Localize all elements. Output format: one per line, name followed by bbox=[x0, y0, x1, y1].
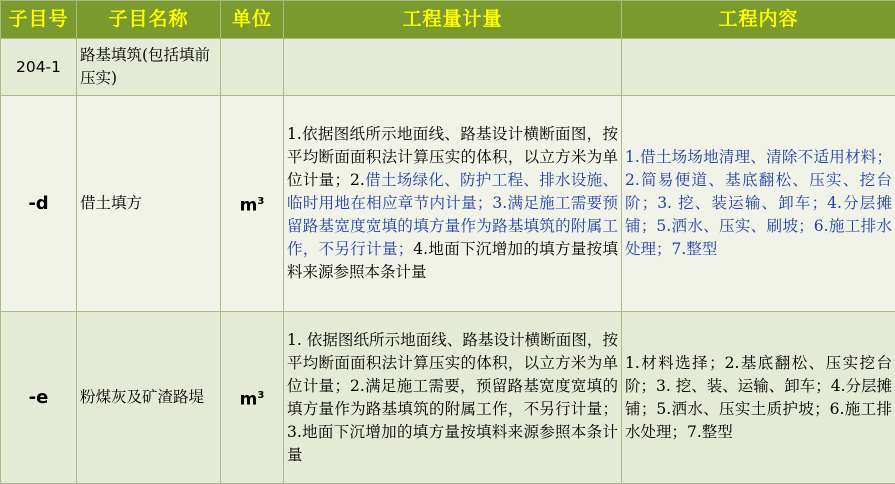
work-content-cell bbox=[622, 96, 895, 312]
measurement-text: 4.地面下沉增加的填方量按填料来源参照本条计量 bbox=[287, 240, 618, 281]
work-content-cell bbox=[622, 312, 895, 484]
measurement-cell bbox=[284, 312, 622, 484]
unit-superscript: 3 bbox=[257, 390, 264, 401]
measurement-cell bbox=[284, 39, 622, 96]
item-code: 204-1 bbox=[1, 39, 77, 96]
unit-text: m bbox=[240, 389, 258, 409]
header-work-content: 工程内容 bbox=[622, 1, 895, 39]
unit-superscript: 3 bbox=[257, 196, 264, 207]
unit-cell bbox=[221, 312, 284, 484]
header-unit: 单位 bbox=[221, 1, 284, 39]
measurement-text: 1.依据图纸所示地面线、路基设计横断面图，按平均断面面积法计算压实的体积，以立方米为单位计量；2. bbox=[287, 125, 618, 189]
table-row bbox=[1, 39, 895, 96]
item-code: -d bbox=[1, 96, 77, 312]
measurement-cell bbox=[284, 96, 622, 312]
unit-text: m bbox=[240, 195, 258, 215]
unit-cell bbox=[221, 96, 284, 312]
item-name: 粉煤灰及矿渣路堤 bbox=[77, 312, 221, 484]
measurement-text: 1. 依据图纸所示地面线、路基设计横断面图，按平均断面面积法计算压实的体积，以立方米为单位计量；2.满足施工需要，预留路基宽度宽填的填方量作为路基填筑的附属工作，不另行计量；3.地面下沉增加的填方量按填料来源参照本条计量 bbox=[287, 331, 618, 464]
work-content-text: 1.材料选择；2.基底翻松、压实挖台阶；3. 挖、装、运输、卸车；4.分层摊铺；5.洒水、压实土质护坡；6.施工排水处理；7.整型 bbox=[625, 354, 892, 441]
table-row bbox=[1, 312, 895, 484]
item-name: 借土填方 bbox=[77, 96, 221, 312]
measurement-text-highlight: 借土场绿化、防护工程、排水设施、临时用地在相应章节内计量；3.满足施工需要预留路基宽度宽填的填方量作为路基填筑的附属工作，不另行计量； bbox=[287, 171, 618, 258]
unit-cell bbox=[221, 39, 284, 96]
header-measurement: 工程量计量 bbox=[284, 1, 622, 39]
item-code: -e bbox=[1, 312, 77, 484]
work-content-text-highlight: 1.借土场场地清理、清除不适用材料；2.简易便道、基底翻松、压实、挖台阶；3. 挖、装运输、卸车；4.分层摊铺；5.洒水、压实、刷坡；6.施工排水处理；7.整型 bbox=[625, 148, 892, 258]
header-item-name: 子目名称 bbox=[77, 1, 221, 39]
work-content-cell bbox=[622, 39, 895, 96]
item-name: 路基填筑(包括填前压实) bbox=[77, 39, 221, 96]
header-item-code: 子目号 bbox=[1, 1, 77, 39]
table-row bbox=[1, 96, 895, 312]
header-row bbox=[1, 1, 895, 39]
